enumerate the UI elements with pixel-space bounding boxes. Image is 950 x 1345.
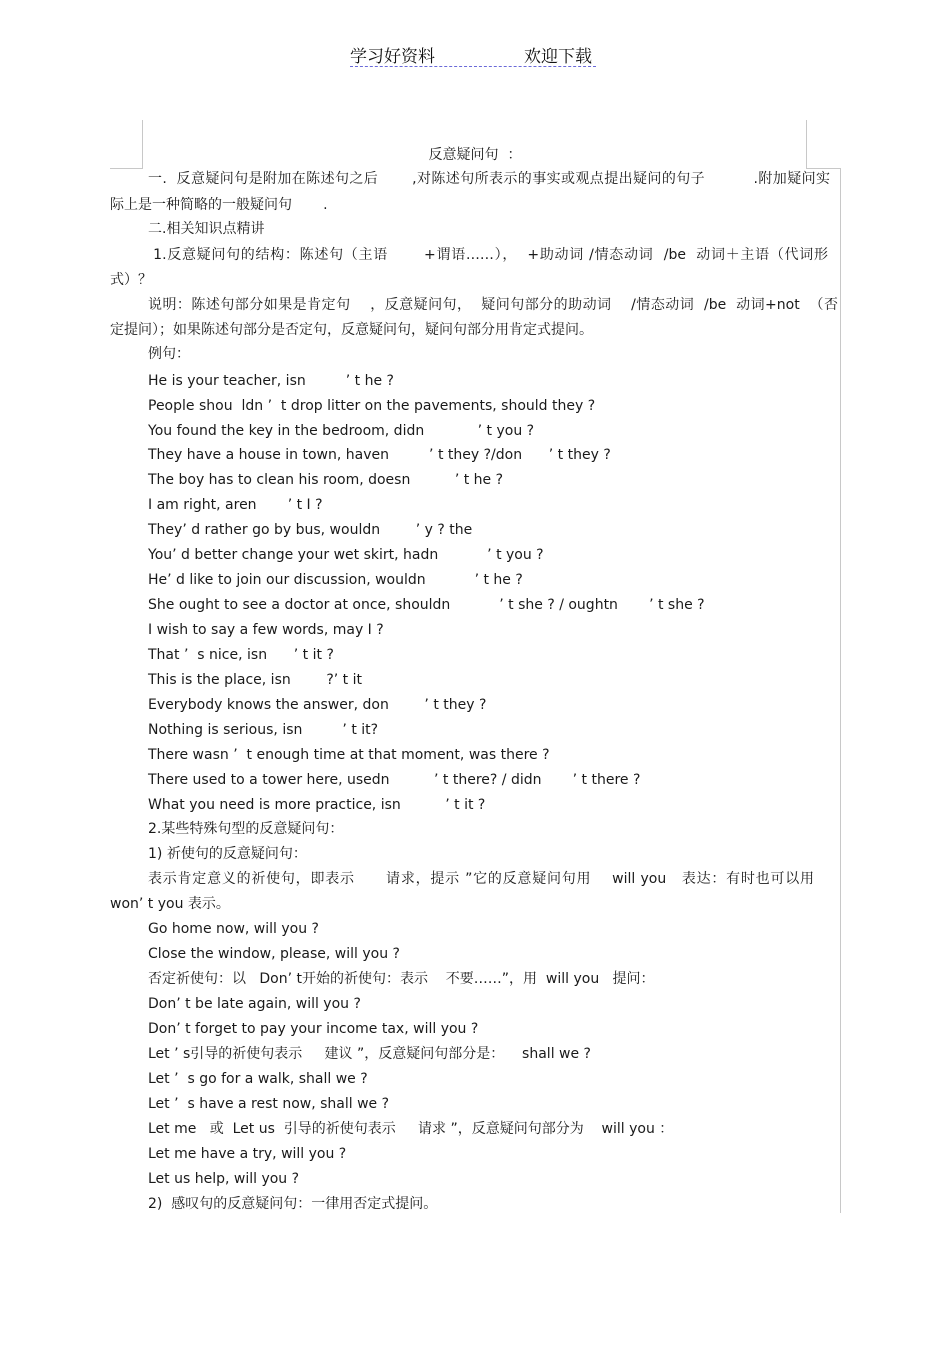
body-line: 一. 反意疑问句是附加在陈述句之后 ,对陈述句所表示的事实或观点提出疑问的句子 .附加疑问实: [148, 171, 830, 187]
frame-line-right-margin: [840, 168, 841, 1213]
body-line: Don’ t forget to pay your income tax, will you ?: [148, 1021, 479, 1037]
body-line: 际上是一种简略的一般疑问句 .: [110, 197, 328, 213]
body-line: 否定祈使句：以 Don’ t开始的祈使句：表示 不要……”，用 will you 提问：: [148, 971, 655, 987]
body-line: 说明：陈述句部分如果是肯定句 ，反意疑问句， 疑问句部分的助动词 /情态动词 /be 动词+not （否: [148, 297, 838, 313]
body-line: 式）？: [110, 272, 152, 288]
frame-line-right-horizontal: [806, 168, 841, 169]
body-line: What you need is more practice, isn ’ t it ?: [148, 797, 486, 813]
body-line: They have a house in town, haven ’ t they ?/don ’ t they ?: [148, 447, 611, 463]
body-line: 例句：: [148, 346, 190, 362]
body-line: There wasn ’ t enough time at that moment, was there ?: [148, 747, 550, 763]
document-title: 反意疑问句 ：: [428, 147, 522, 163]
body-line: Nothing is serious, isn ’ t it?: [148, 722, 379, 738]
body-line: I am right, aren ’ t I ?: [148, 497, 323, 513]
body-line: They’ d rather go by bus, wouldn ’ y ? the: [148, 522, 473, 538]
body-line: 2.某些特殊句型的反意疑问句：: [148, 821, 344, 837]
body-line: Don’ t be late again, will you ?: [148, 996, 361, 1012]
body-line: Let ’ s have a rest now, shall we ?: [148, 1096, 390, 1112]
body-line: She ought to see a doctor at once, shouldn ’ t she ? / oughtn ’ t she ?: [148, 597, 705, 613]
body-line: Let me have a try, will you ?: [148, 1146, 347, 1162]
body-line: This is the place, isn ?’ t it: [148, 672, 362, 688]
body-line: That ’ s nice, isn ’ t it ?: [148, 647, 334, 663]
header-left-text: 学习好资料: [350, 47, 435, 67]
body-line: 1.反意疑问句的结构：陈述句（主语 +谓语……）， +助动词 /情态动词 /be 动词＋主语（代词形: [148, 247, 828, 263]
header-right-text: 欢迎下载: [524, 47, 592, 67]
body-line: He’ d like to join our discussion, wouldn ’ t he ?: [148, 572, 523, 588]
body-line: He is your teacher, isn ’ t he ?: [148, 373, 394, 389]
body-line: There used to a tower here, usedn ’ t there? / didn ’ t there ?: [148, 772, 641, 788]
body-line: The boy has to clean his room, doesn ’ t he ?: [148, 472, 504, 488]
frame-line-left-horizontal: [110, 168, 143, 169]
body-line: I wish to say a few words, may I ?: [148, 622, 384, 638]
body-line: 二.相关知识点精讲: [148, 221, 265, 237]
body-line: 1) 祈使句的反意疑问句：: [148, 846, 307, 862]
body-line: Go home now, will you ?: [148, 921, 319, 937]
body-line: Let ’ s go for a walk, shall we ?: [148, 1071, 368, 1087]
body-line: Let me 或 Let us 引导的祈使句表示 请求 ”，反意疑问句部分为 will you ：: [148, 1121, 674, 1137]
body-line: You’ d better change your wet skirt, hadn ’ t you ?: [148, 547, 544, 563]
body-line: 表示肯定意义的祈使句，即表示 请求，提示 ”它的反意疑问句用 will you 表达：有时也可以用: [148, 871, 814, 887]
body-line: Let ’ s引导的祈使句表示 建议 ”，反意疑问句部分是： shall we ?: [148, 1046, 591, 1062]
body-line: People shou ldn ’ t drop litter on the pavements, should they ?: [148, 398, 596, 414]
page-header: [350, 40, 596, 67]
body-line: 2) 感叹句的反意疑问句：一律用否定式提问。: [148, 1196, 438, 1212]
body-line: 定提问）；如果陈述句部分是否定句，反意疑问句，疑问句部分用肯定式提问。: [110, 322, 593, 338]
body-line: Let us help, will you ?: [148, 1171, 300, 1187]
body-line: You found the key in the bedroom, didn ’ t you ?: [148, 423, 535, 439]
body-line: Everybody knows the answer, don ’ t they ?: [148, 697, 487, 713]
body-line: Close the window, please, will you ?: [148, 946, 400, 962]
body-line: won’ t you 表示。: [110, 896, 230, 912]
